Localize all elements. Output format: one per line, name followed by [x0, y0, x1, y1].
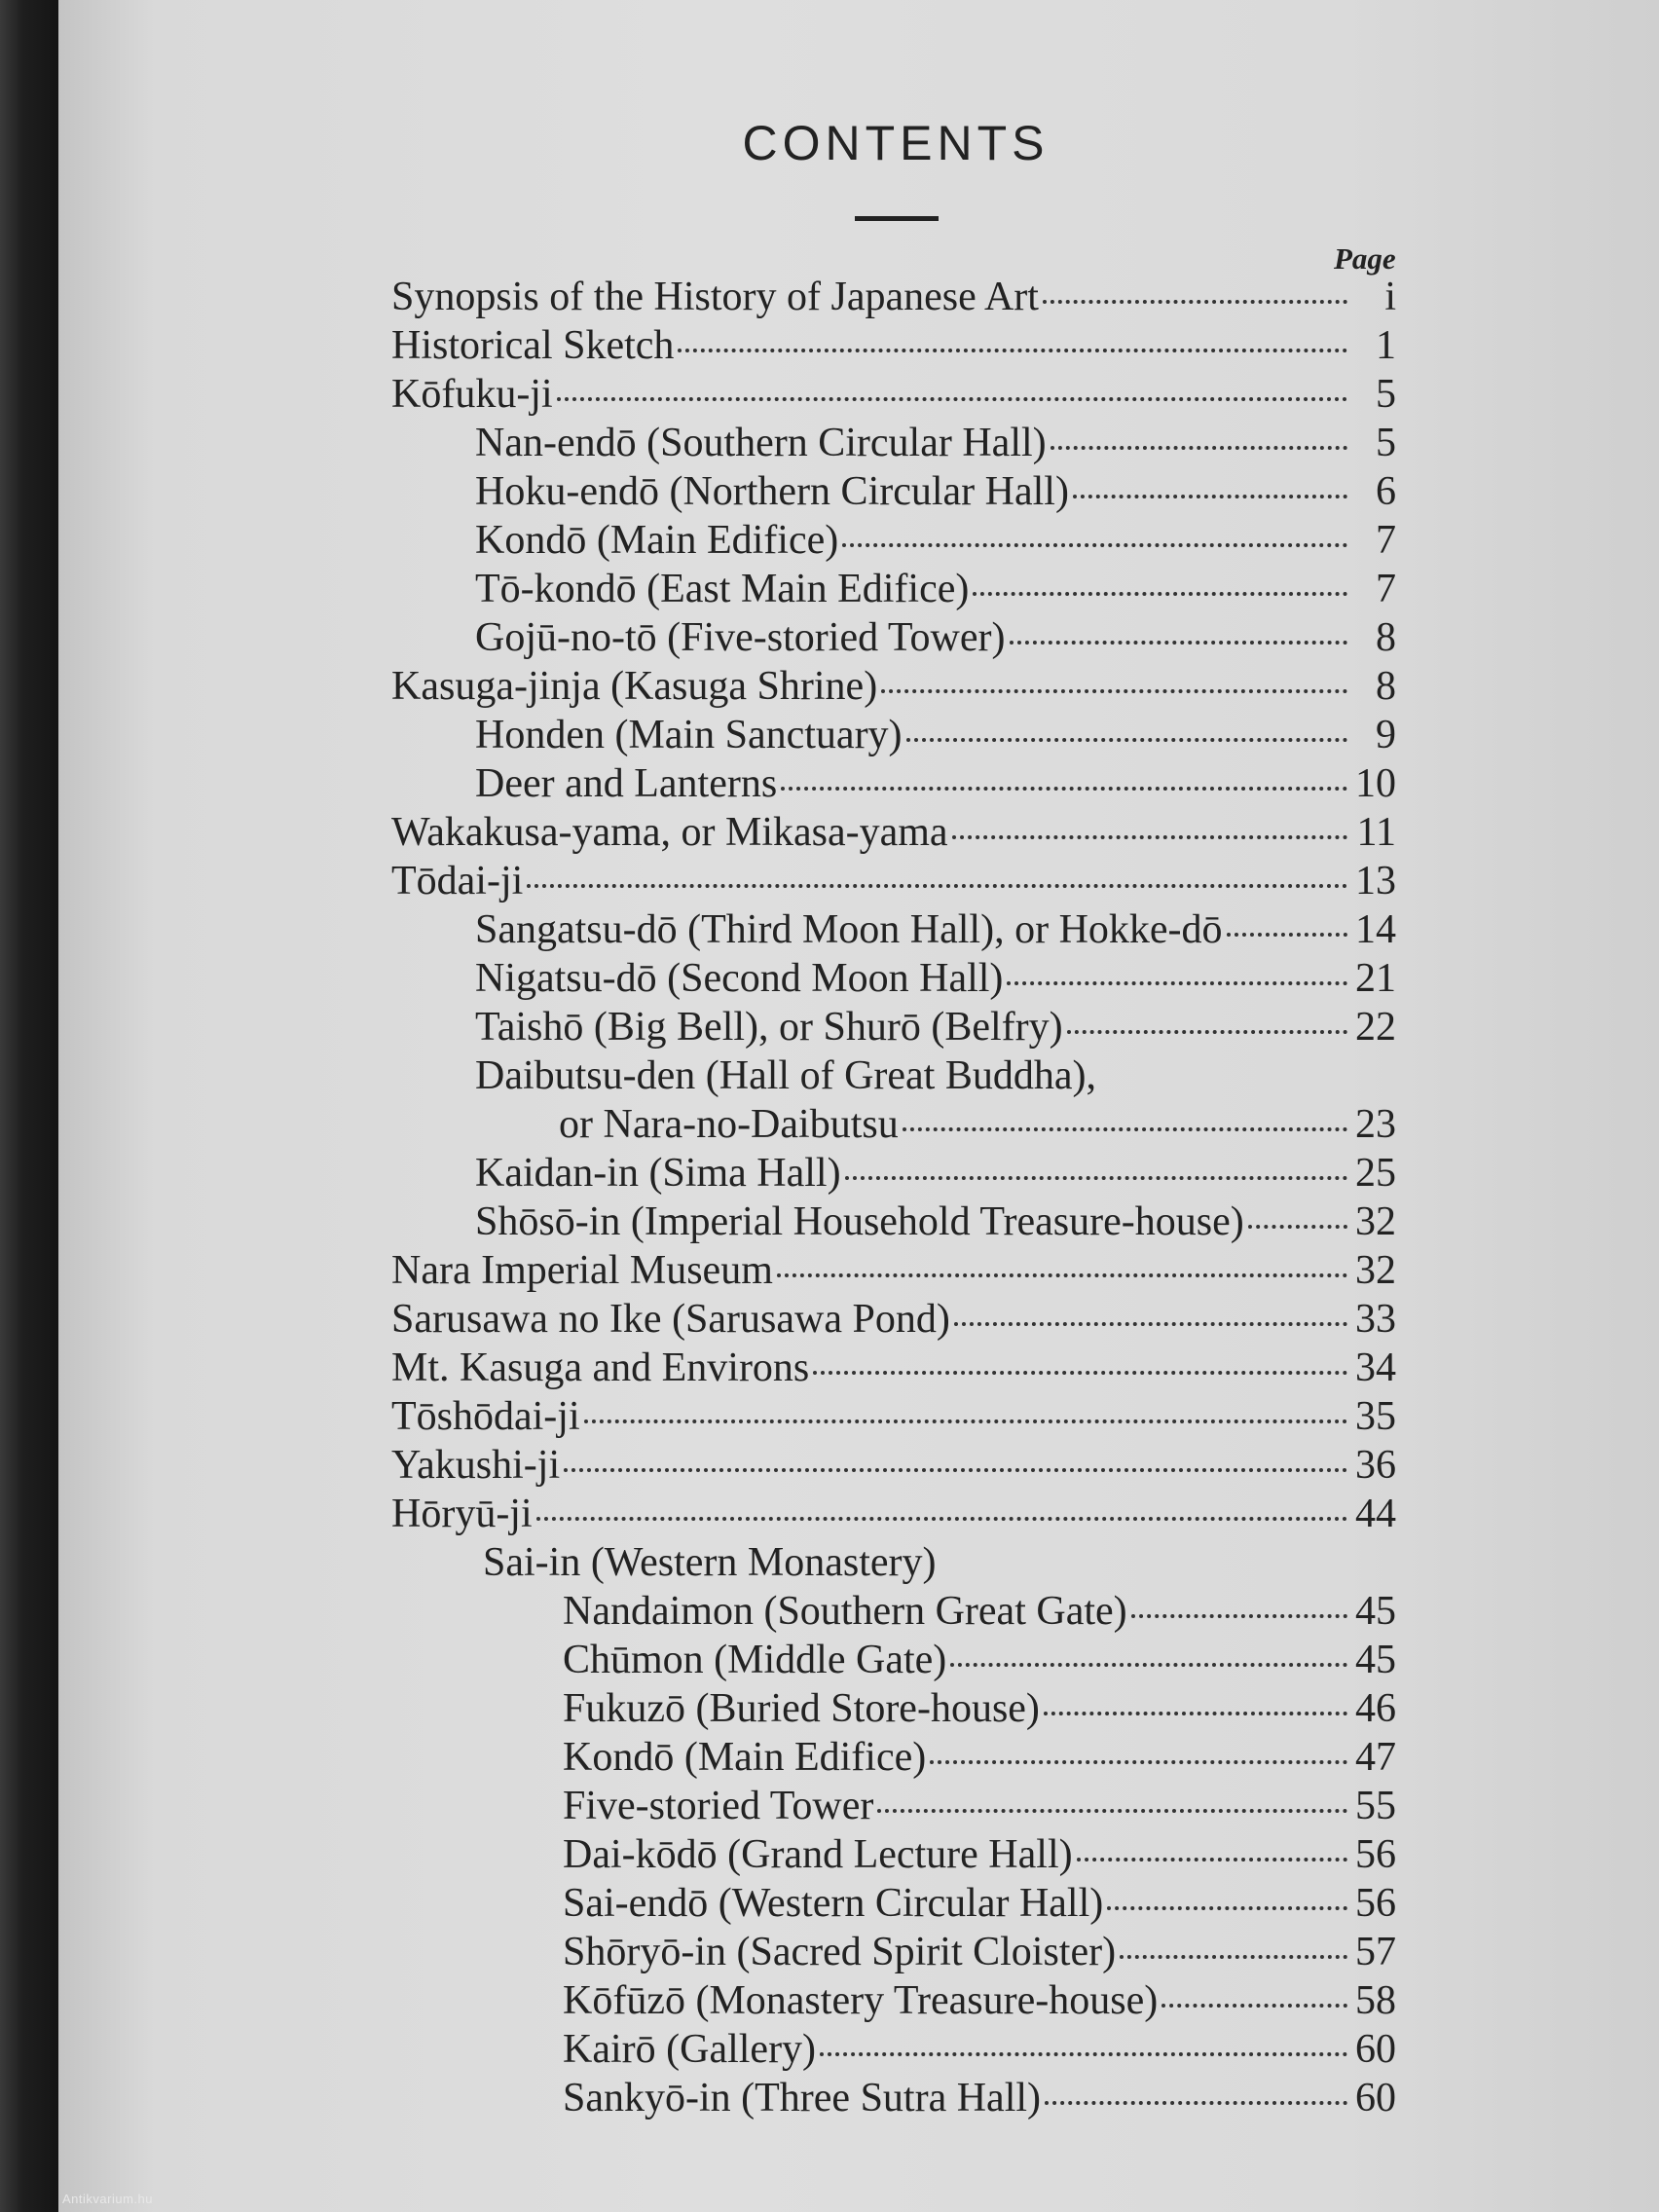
toc-entry-page: 44 [1355, 1492, 1396, 1536]
toc-entry-page: 14 [1355, 907, 1396, 952]
dot-leader [1067, 1030, 1347, 1034]
toc-entry-title: Sarusawa no Ike (Sarusawa Pond) [391, 1297, 950, 1342]
dot-leader [813, 1371, 1347, 1375]
dot-leader [1007, 981, 1347, 985]
toc-entry-page: 5 [1376, 421, 1396, 465]
toc-entry-title: Nandaimon (Southern Great Gate) [563, 1589, 1127, 1634]
dot-leader [954, 1322, 1347, 1326]
toc-entry-page: 57 [1355, 1930, 1396, 1974]
dot-leader [781, 787, 1347, 791]
dot-leader [1131, 1614, 1347, 1618]
toc-entry-page: 22 [1355, 1005, 1396, 1050]
dot-leader [1077, 1858, 1347, 1862]
toc-entry-page: 9 [1376, 713, 1396, 757]
toc-entry-page: 8 [1376, 664, 1396, 709]
toc-entry-title: Synopsis of the History of Japanese Art [391, 275, 1039, 319]
toc-entry-title: Tō-kondō (East Main Edifice) [475, 567, 970, 611]
toc-entry-title: Kondō (Main Edifice) [475, 518, 839, 563]
toc-entry [563, 1976, 1396, 2025]
toc-entry-title: Kondō (Main Edifice) [563, 1735, 927, 1780]
toc-entry [563, 1587, 1396, 1636]
toc-entry-page: 35 [1355, 1394, 1396, 1439]
toc-entry-page: 56 [1355, 1832, 1396, 1877]
toc-entry-title: Tōshōdai-ji [391, 1394, 580, 1439]
toc-entry-title: Deer and Lanterns [475, 761, 778, 806]
toc-entry [475, 516, 1396, 565]
toc-entry-title: Gojū-no-tō (Five-storied Tower) [475, 615, 1006, 660]
toc-entry [563, 2074, 1396, 2122]
dot-leader [950, 1663, 1347, 1667]
toc-entry [559, 1100, 1396, 1149]
toc-entry [391, 1295, 1396, 1344]
dot-leader [1051, 446, 1347, 450]
dot-leader [536, 1517, 1347, 1521]
toc-entry-title: Nan-endō (Southern Circular Hall) [475, 421, 1047, 465]
toc-entry [475, 1003, 1396, 1051]
toc-entry [391, 1441, 1396, 1490]
toc-entry-title: Five-storied Tower [563, 1784, 874, 1828]
toc-entry-title: Taishō (Big Bell), or Shurō (Belfry) [475, 1005, 1063, 1050]
toc-entry-page: 45 [1355, 1589, 1396, 1634]
toc-entry-title: Nara Imperial Museum [391, 1248, 773, 1293]
toc-entry-page: 46 [1355, 1686, 1396, 1731]
dot-leader [527, 884, 1347, 888]
toc-entry-title: Hoku-endō (Northern Circular Hall) [475, 469, 1069, 514]
toc-entry [391, 808, 1396, 857]
toc-entry [475, 565, 1396, 613]
dot-leader [1107, 1906, 1347, 1910]
dot-leader [1010, 641, 1347, 645]
toc-entry-page: 32 [1355, 1248, 1396, 1293]
toc-entry [391, 273, 1396, 321]
dot-leader [930, 1760, 1347, 1764]
toc-entry-page: 7 [1376, 567, 1396, 611]
toc-entry-page: 58 [1355, 1978, 1396, 2023]
toc-entry-title: Shōsō-in (Imperial Household Treasure-house) [475, 1199, 1244, 1244]
toc-entry-title: Tōdai-ji [391, 859, 524, 903]
toc-entry-title: Honden (Main Sanctuary) [475, 713, 903, 757]
dot-leader [1073, 495, 1347, 498]
toc-entry-title: Mt. Kasuga and Environs [391, 1346, 810, 1390]
dot-leader [952, 835, 1347, 839]
toc-entry-title: Kasuga-jinja (Kasuga Shrine) [391, 664, 878, 709]
dot-leader [1227, 933, 1347, 937]
toc-entry [475, 759, 1396, 808]
toc-entry-title: Sankyō-in (Three Sutra Hall) [563, 2076, 1042, 2120]
toc-entry-page: 25 [1355, 1151, 1396, 1196]
dot-leader [1043, 300, 1347, 304]
dot-leader [906, 738, 1347, 742]
toc-entry [563, 1684, 1396, 1733]
toc-entry-title: Kōfuku-ji [391, 372, 553, 417]
toc-entry-page: 5 [1376, 372, 1396, 417]
toc-entry-page: 55 [1355, 1784, 1396, 1828]
dot-leader [678, 349, 1347, 352]
dot-leader [1248, 1225, 1347, 1229]
toc-entry [483, 1538, 1404, 1587]
toc-entry-page: 6 [1376, 469, 1396, 514]
toc-entry [475, 711, 1396, 759]
dot-leader [973, 592, 1347, 596]
toc-entry [475, 613, 1396, 662]
dot-leader [877, 1809, 1347, 1813]
page-column-label: Page [1334, 241, 1396, 276]
toc-entry [391, 857, 1396, 905]
toc-entry [391, 1344, 1396, 1392]
toc-entry-title: or Nara-no-Daibutsu [559, 1102, 899, 1147]
toc-entry [475, 954, 1396, 1003]
toc-entry-title: Kōfūzō (Monastery Treasure-house) [563, 1978, 1159, 2023]
toc-entry-title: Shōryō-in (Sacred Spirit Cloister) [563, 1930, 1117, 1974]
toc-entry-page: 10 [1355, 761, 1396, 806]
dot-leader [564, 1468, 1347, 1472]
toc-entry [391, 662, 1396, 711]
toc-entry-title: Dai-kōdō (Grand Lecture Hall) [563, 1832, 1073, 1877]
toc-entry-title: Kairō (Gallery) [563, 2027, 817, 2072]
toc-entry-title: Fukuzō (Buried Store-house) [563, 1686, 1040, 1731]
title-rule [855, 216, 939, 221]
dot-leader [584, 1419, 1347, 1423]
dot-leader [1161, 2004, 1347, 2008]
toc-entry-page: 11 [1356, 810, 1396, 855]
toc-entry-page: 34 [1355, 1346, 1396, 1390]
toc-entry-page: 7 [1376, 518, 1396, 563]
toc-entry-title: Sangatsu-dō (Third Moon Hall), or Hokke-dō [475, 907, 1223, 952]
toc-entry-page: 23 [1355, 1102, 1396, 1147]
toc-entry [563, 1733, 1396, 1782]
toc-entry-page: 47 [1355, 1735, 1396, 1780]
dot-leader [881, 689, 1347, 693]
toc-entry-page: 21 [1355, 956, 1396, 1001]
toc-entry [475, 467, 1396, 516]
toc-entry [563, 2025, 1396, 2074]
toc-entry-title: Yakushi-ji [391, 1443, 561, 1488]
dot-leader [842, 543, 1347, 547]
toc-entry-page: 60 [1355, 2076, 1396, 2120]
toc-entry [563, 1782, 1396, 1830]
toc-entry [475, 1198, 1396, 1246]
toc-entry-page: 8 [1376, 615, 1396, 660]
toc-entry [475, 905, 1396, 954]
toc-entry [563, 1636, 1396, 1684]
toc-entry-page: 56 [1355, 1881, 1396, 1926]
dot-leader [903, 1127, 1347, 1131]
toc-entry-page: 13 [1355, 859, 1396, 903]
dot-leader [820, 2052, 1347, 2056]
dot-leader [845, 1176, 1347, 1180]
toc-entry-page: 33 [1355, 1297, 1396, 1342]
page-title: CONTENTS [742, 116, 1050, 170]
toc-entry-title: Hōryū-ji [391, 1492, 533, 1536]
toc-entry-page: i [1384, 275, 1396, 319]
toc-entry-title: Historical Sketch [391, 323, 675, 368]
toc-entry-title: Nigatsu-dō (Second Moon Hall) [475, 956, 1004, 1001]
toc-entry [475, 419, 1396, 467]
toc-entry [391, 1490, 1396, 1538]
toc-entry-title: Daibutsu-den (Hall of Great Buddha), [475, 1053, 1096, 1098]
dot-leader [1045, 2101, 1347, 2105]
toc-entry [563, 1830, 1396, 1879]
toc-entry-page: 60 [1355, 2027, 1396, 2072]
toc-entry-title: Sai-endō (Western Circular Hall) [563, 1881, 1104, 1926]
toc-entry [391, 1392, 1396, 1441]
toc-entry [563, 1928, 1396, 1976]
watermark: Antikvarium.hu [62, 2192, 153, 2206]
toc-entry [391, 370, 1396, 419]
dot-leader [557, 397, 1347, 401]
toc-entry [475, 1051, 1396, 1100]
toc-entry-page: 32 [1355, 1199, 1396, 1244]
toc-entry [475, 1149, 1396, 1198]
toc-entry [391, 321, 1396, 370]
toc-entry-page: 45 [1355, 1638, 1396, 1682]
toc-entry-title: Sai-in (Western Monastery) [483, 1540, 937, 1585]
toc-entry-title: Kaidan-in (Sima Hall) [475, 1151, 841, 1196]
toc-entry-page: 1 [1376, 323, 1396, 368]
toc-entry-title: Chūmon (Middle Gate) [563, 1638, 947, 1682]
dot-leader [1120, 1955, 1347, 1959]
dot-leader [1044, 1712, 1347, 1715]
toc-entry [391, 1246, 1396, 1295]
toc-entry-page: 36 [1355, 1443, 1396, 1488]
toc-entry-title: Wakakusa-yama, or Mikasa-yama [391, 810, 948, 855]
toc-entry [563, 1879, 1396, 1928]
dot-leader [777, 1273, 1347, 1277]
book-spine-shadow [0, 0, 58, 2212]
